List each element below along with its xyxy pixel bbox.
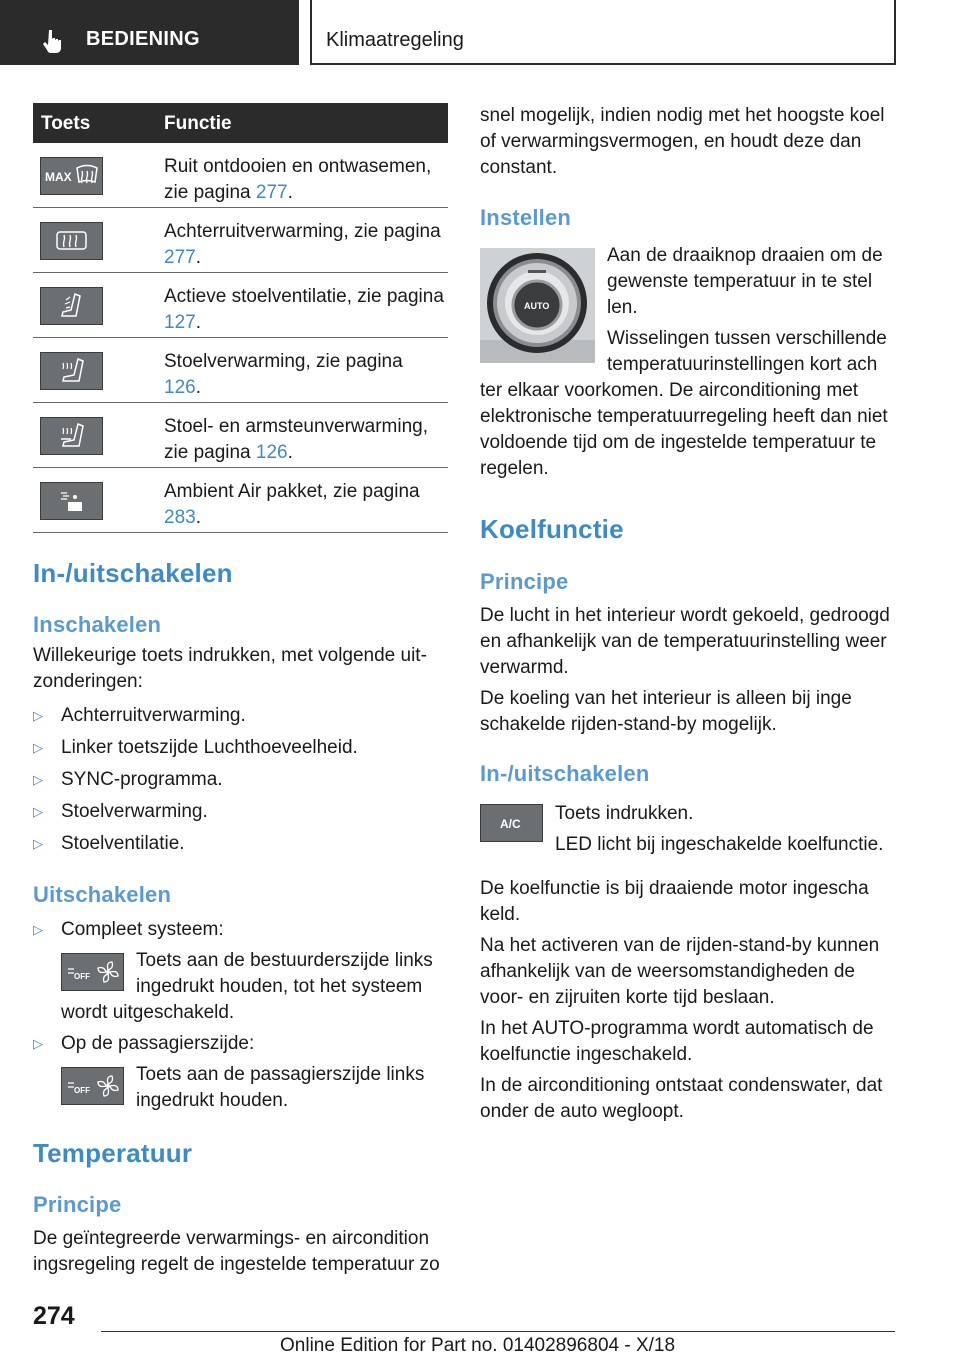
page-link[interactable]: 127 — [164, 312, 196, 333]
row-end: . — [195, 507, 201, 528]
column-header-key: Toets — [41, 113, 91, 134]
row-function-text — [164, 414, 444, 466]
footer-divider — [101, 1331, 895, 1332]
footer-edition: Online Edition for Part no. 01402896804 - X/18 — [280, 1335, 676, 1356]
list-item-text: Stoelventilatie. — [61, 833, 185, 854]
bullet-triangle-icon: ▷ — [33, 1036, 43, 1051]
cooling-text: schakelde rijden-stand-by mogelijk. — [480, 714, 777, 735]
page-link[interactable]: 277 — [255, 182, 288, 203]
seat-armrest-heating-icon — [40, 417, 103, 455]
adjust-text: Wisselingen tussen verschillende — [607, 328, 887, 349]
switch-on-intro: Willekeurige toets indrukken, met volgende uitzonderingen: — [33, 645, 427, 692]
continued-text: snel mogelijk, indien nodig met het hoogste koel — [480, 105, 885, 126]
adjust-text: len. — [607, 297, 638, 318]
page-link[interactable]: 277 — [164, 247, 196, 268]
cooling-note: Na het activeren van de rijden-stand-by kunnen — [480, 935, 880, 956]
seat-ventilation-icon — [40, 287, 103, 325]
rear-window-heating-icon — [40, 222, 103, 260]
table-row — [33, 273, 448, 338]
cooling-note: voor- en zijruiten korte tijd beslaan. — [480, 987, 775, 1008]
heading-switch-on: Inschakelen — [33, 612, 162, 637]
heading-on-off: In-/uitschakelen — [33, 558, 233, 588]
bullet-triangle-icon: ▷ — [33, 836, 43, 851]
ac-button-icon — [480, 804, 543, 842]
adjust-text: temperatuurinstellingen kort ach — [607, 354, 878, 375]
table-row — [33, 468, 448, 533]
button-function-table — [33, 103, 448, 533]
adjust-text: ter elkaar voorkomen. De airconditioning met — [480, 380, 859, 401]
column-header-function: Functie — [164, 113, 232, 134]
bullet-triangle-icon: ▷ — [33, 740, 43, 755]
row-end: . — [195, 377, 201, 398]
row-text: Stoel- en armsteunverwarming, zie pagina — [164, 416, 428, 463]
row-function-text — [164, 479, 444, 531]
auto-label: AUTO — [524, 301, 550, 311]
switch-off-text: Toets aan de passagierszijde links — [136, 1064, 425, 1085]
continued-text: constant. — [480, 157, 558, 178]
table-row — [33, 208, 448, 273]
cooling-note: onder de auto wegloopt. — [480, 1101, 684, 1122]
switch-off-text: ingedrukt houden. — [136, 1090, 289, 1111]
max-defrost-icon — [40, 157, 103, 195]
row-end: . — [287, 442, 293, 463]
bullet-triangle-icon: ▷ — [33, 708, 43, 723]
row-text: Ambient Air pakket, zie pagina — [164, 481, 420, 502]
list-item-text: Compleet systeem: — [61, 919, 224, 940]
adjust-text: voldoende tijd om de ingestelde temperatuur te — [480, 432, 877, 453]
switch-off-text: Toets aan de bestuurderszijde links — [136, 950, 433, 971]
switch-off-text: ingedrukt houden, tot het systeem — [136, 976, 423, 997]
fan-off-label: OFF — [74, 972, 90, 981]
ac-label: A/C — [500, 817, 521, 831]
ac-text: LED licht bij ingeschakelde koelfunctie. — [555, 834, 884, 855]
heading-adjust: Instellen — [480, 205, 572, 230]
ac-text: Toets indrukken. — [555, 803, 694, 824]
svg-text:MAX: MAX — [45, 170, 72, 184]
cooling-text: verwarmd. — [480, 657, 569, 678]
bullet-triangle-icon: ▷ — [33, 772, 43, 787]
table-row — [33, 143, 448, 208]
bullet-triangle-icon: ▷ — [33, 922, 43, 937]
row-function-text — [164, 284, 444, 336]
list-item-text: SYNC-programma. — [61, 769, 223, 790]
table-row — [33, 338, 448, 403]
cooling-note: keld. — [480, 904, 521, 925]
switch-off-text: wordt uitgeschakeld. — [61, 1002, 235, 1023]
cooling-note: koelfunctie ingeschakeld. — [480, 1044, 693, 1065]
row-text: Stoelverwarming, zie pagina — [164, 351, 403, 372]
row-text: Actieve stoelventilatie, zie pagina — [164, 286, 444, 307]
temperature-knob-photo — [480, 248, 595, 363]
hand-pointer-icon — [40, 28, 66, 54]
adjust-text: Aan de draaiknop draaien om de — [607, 245, 883, 266]
adjust-text: regelen. — [480, 458, 549, 479]
temperature-text: ingsregeling regelt de ingestelde temperatuur zo — [33, 1254, 440, 1275]
row-function-text — [164, 219, 444, 271]
cooling-text: De koeling van het interieur is alleen bij inge — [480, 688, 852, 709]
list-item-text: Op de passagierszijde: — [61, 1033, 255, 1054]
page-link[interactable]: 126 — [164, 377, 196, 398]
heading-principle: Principe — [33, 1192, 122, 1217]
ambient-air-icon — [40, 482, 103, 520]
section-title: BEDIENING — [86, 28, 200, 50]
heading-temperature: Temperatuur — [33, 1138, 193, 1168]
heading-on-off: In-/uitschakelen — [480, 761, 650, 786]
row-end: . — [287, 182, 293, 203]
page-number: 274 — [33, 1302, 75, 1330]
header-section-bar — [0, 0, 299, 65]
row-function-text — [164, 154, 444, 206]
seat-heating-icon — [40, 352, 103, 390]
temperature-text: De geïntegreerde verwarmings- en aircondition — [33, 1228, 430, 1249]
row-end: . — [195, 247, 201, 268]
bullet-triangle-icon: ▷ — [33, 804, 43, 819]
row-text: Achterruitverwarming, zie pagina — [164, 221, 441, 242]
page-link[interactable]: 283 — [164, 507, 196, 528]
row-function-text — [164, 349, 444, 401]
heading-switch-off: Uitschakelen — [33, 882, 172, 907]
fan-off-button-icon — [61, 953, 124, 991]
adjust-text: elektronische temperatuurregeling heeft dan niet — [480, 406, 888, 427]
cooling-note: De koelfunctie is bij draaiende motor ingescha — [480, 878, 869, 899]
heading-cooling: Koelfunctie — [480, 514, 624, 544]
list-item-text: Linker toetszijde Luchthoeveelheid. — [61, 737, 358, 758]
cooling-text: De lucht in het interieur wordt gekoeld, gedroogd — [480, 605, 890, 626]
table-header — [33, 103, 448, 143]
fan-off-label: OFF — [74, 1086, 90, 1095]
list-item-text: Stoelverwarming. — [61, 801, 208, 822]
page-link[interactable]: 126 — [255, 442, 288, 463]
table-row — [33, 403, 448, 468]
fan-off-button-icon — [61, 1067, 124, 1105]
adjust-text: gewenste temperatuur in te stel — [607, 271, 873, 292]
row-text: Ruit ontdooien en ontwasemen, zie pagina — [164, 156, 432, 203]
continued-text: of verwarmingsvermogen, en houdt deze dan — [480, 131, 862, 152]
heading-principle: Principe — [480, 569, 569, 594]
cooling-text: en afhankelijk van de temperatuurinstelling weer — [480, 631, 887, 652]
row-end: . — [195, 312, 201, 333]
cooling-note: In de airconditioning ontstaat condenswater, dat — [480, 1075, 883, 1096]
cooling-note: In het AUTO-programma wordt automatisch de — [480, 1018, 874, 1039]
cooling-note: afhankelijk van de weersomstandigheden de — [480, 961, 855, 982]
list-item-text: Achterruitverwarming. — [61, 705, 246, 726]
chapter-title: Klimaatregeling — [326, 29, 464, 51]
